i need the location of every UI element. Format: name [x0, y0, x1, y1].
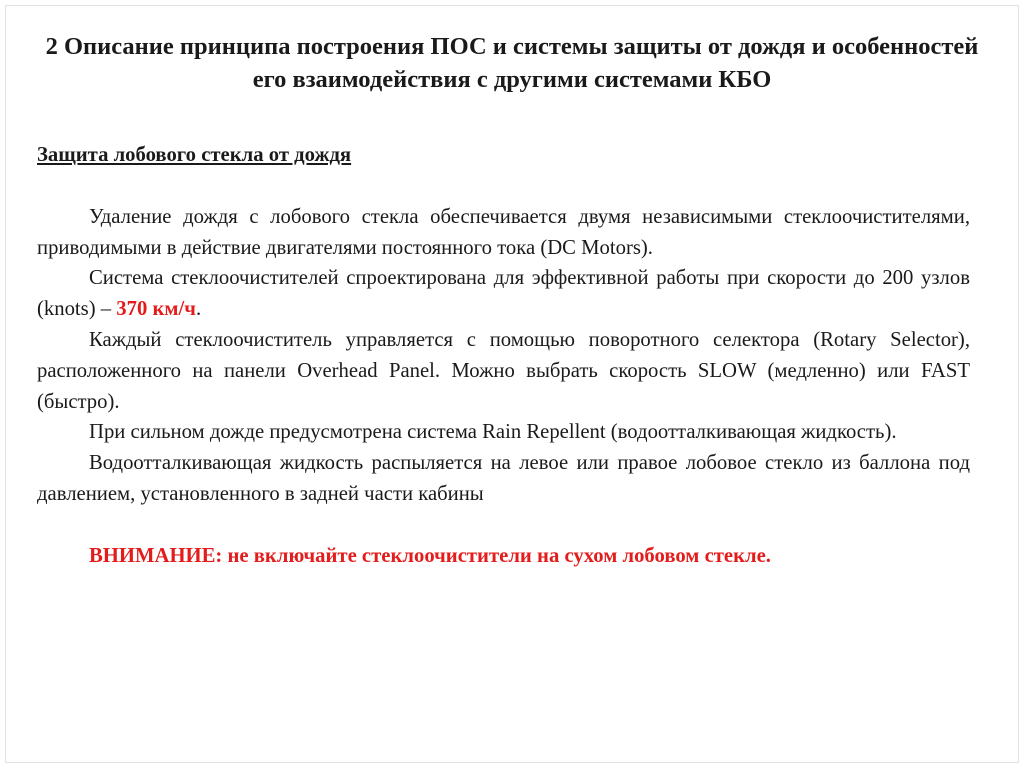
speed-text: Система стеклоочистителей спроектирована для эффективной работы при скорости до 200 узлов (knots) –	[37, 267, 970, 321]
paragraph-wiper-speed	[37, 263, 970, 325]
warning-text: ВНИМАНИЕ: не включайте стеклоочистители на сухом лобовом стекле.	[89, 544, 771, 567]
paragraph-rain-removal: Удаление дождя с лобового стекла обеспечивается двумя независимыми стеклоочистителями, приводимыми в действие двигателями постоянного тока (DC Motors).	[37, 205, 970, 259]
speed-text-end: .	[195, 298, 202, 321]
speed-highlight: 370 км/ч	[116, 298, 196, 321]
slide-content	[37, 140, 970, 572]
slide-title: 2 Описание принципа построения ПОС и системы защиты от дождя и особенностей его взаимодействия с другими системами КБО	[45, 33, 979, 93]
paragraph-rain-repellent: При сильном дожде предусмотрена система Rain Repellent (водоотталкивающая жидкость).	[89, 421, 897, 444]
section-heading: Защита лобового стекла от дождя	[37, 144, 352, 166]
paragraph-rotary-selector: Каждый стеклоочиститель управляется с помощью поворотного селектора (Rotary Selector), расположенного на панели Overhead Panel. Можно выбрать скорость SLOW (медленно) или FAST (быстро).	[37, 328, 970, 413]
paragraph-fluid-spray: Водоотталкивающая жидкость распыляется на левое или правое лобовое стекло из баллона под давлением, установленного в задней части кабины	[37, 452, 970, 505]
